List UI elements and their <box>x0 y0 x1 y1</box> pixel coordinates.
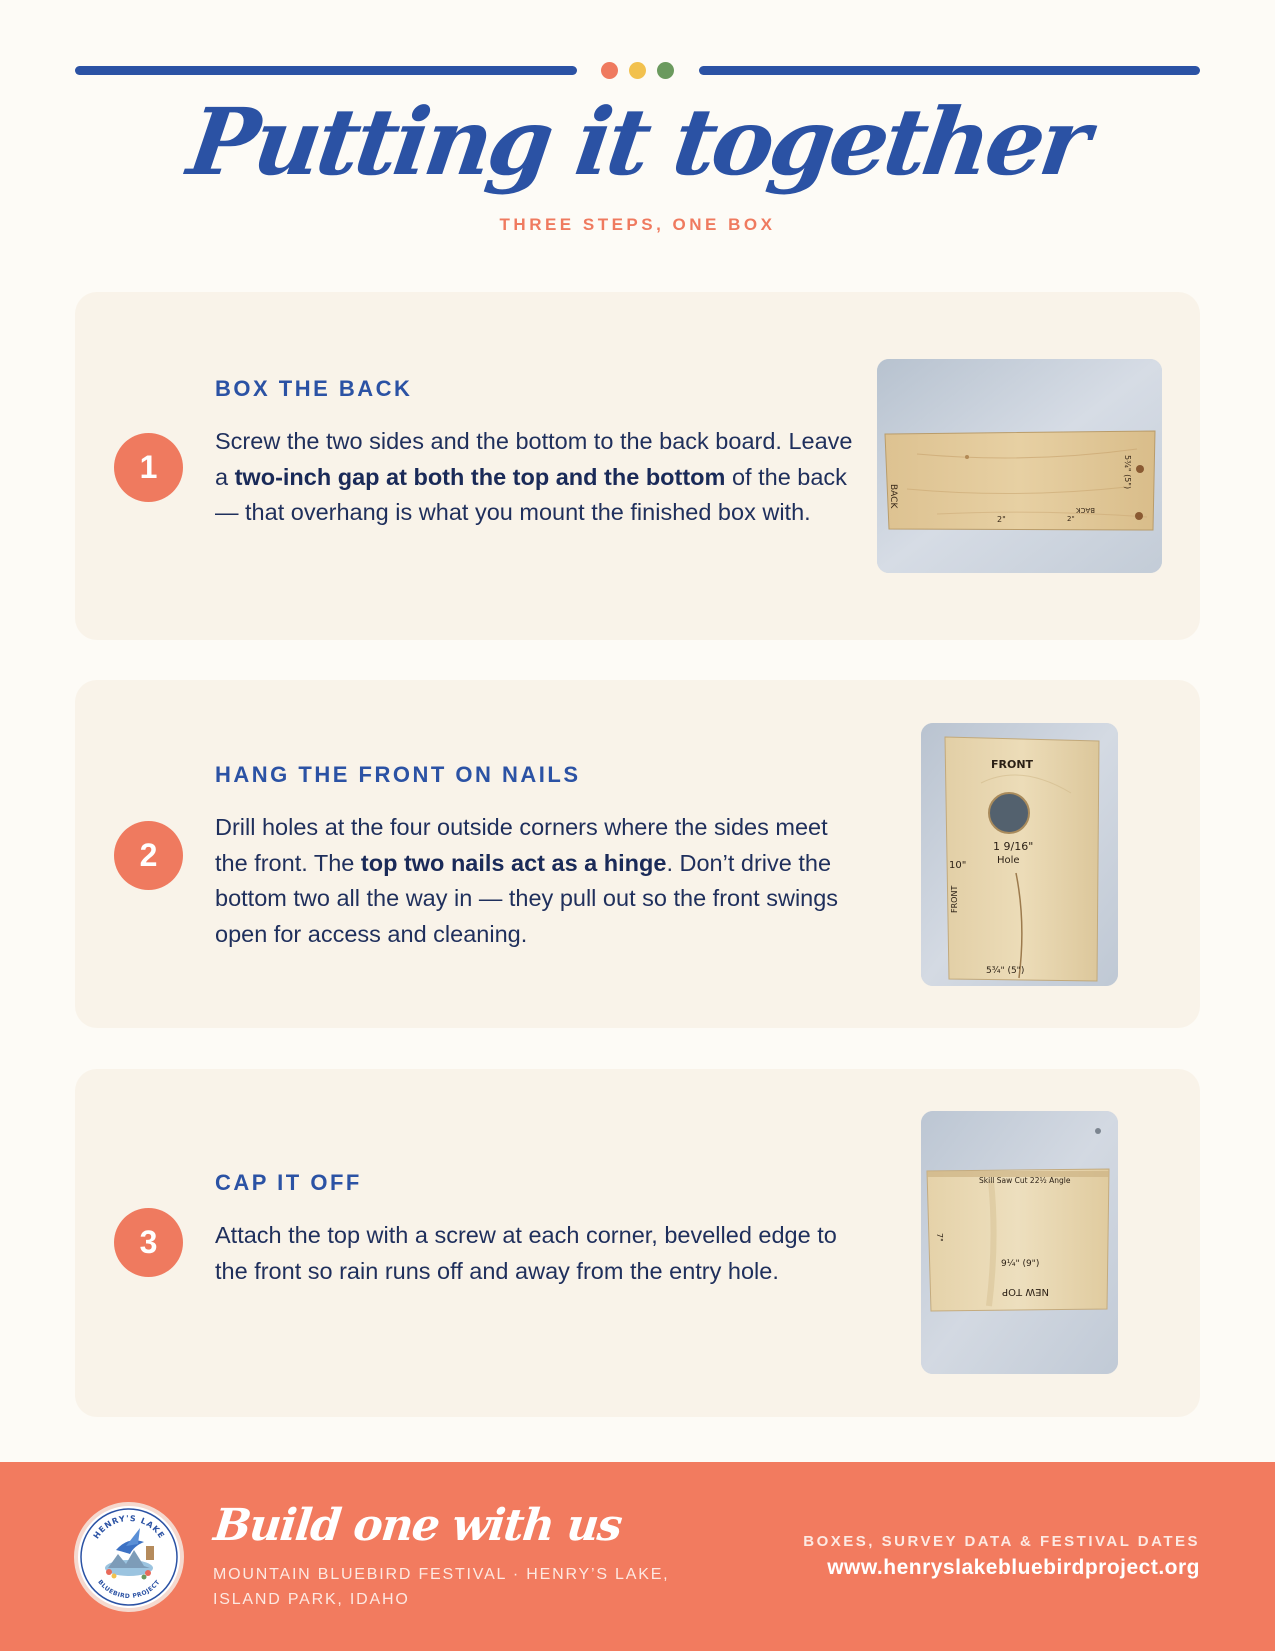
front-board-photo <box>921 723 1118 986</box>
step-body-emphasis: two-inch gap at both the top and the bottom <box>234 463 726 490</box>
bluebird-logo <box>74 1502 184 1612</box>
step-card-2 <box>75 680 1200 1028</box>
board-mark-text: 10" <box>949 860 967 871</box>
step-text <box>215 762 855 952</box>
wood-board-photo-icon <box>877 359 1162 573</box>
step-number-badge: 2 <box>114 821 183 890</box>
page-subtitle: THREE STEPS, ONE BOX <box>499 215 776 234</box>
step-body-emphasis: top two nails act as a hinge <box>360 849 667 876</box>
footer-location: MOUNTAIN BLUEBIRD FESTIVAL · HENRY’S LAKE, ISLAND PARK, IDAHO <box>213 1566 670 1608</box>
step-body: Drill holes at the four outside corners where the sides meet the front. The top two nails act as a hinge. Don’t drive the bottom two all the way in — they pull out so the front swings open for access and cleaning. <box>215 814 839 947</box>
footer-website-link[interactable]: www.henryslakebluebirdproject.org <box>827 1556 1200 1579</box>
board-mark-text: 9¼" (9") <box>1001 1259 1040 1269</box>
header-dot-coral <box>601 62 618 79</box>
board-mark-text: FRONT <box>991 758 1034 771</box>
header-dot-green <box>657 62 674 79</box>
step-text <box>215 376 855 531</box>
board-mark-text: Hole <box>997 855 1020 866</box>
header-rule-right <box>699 66 1200 75</box>
footer-tagline: Build one with us <box>211 1500 624 1551</box>
board-mark-text: 5¾" (5") <box>1123 455 1132 490</box>
back-board-photo <box>877 359 1162 573</box>
step-number-badge: 3 <box>114 1208 183 1277</box>
wood-board-photo-icon <box>921 723 1118 986</box>
top-board-photo <box>921 1111 1118 1374</box>
board-mark-text: 2" <box>997 515 1006 524</box>
page-title: Putting it together <box>182 88 1094 196</box>
board-mark-text: NEW TOP <box>1002 1286 1049 1297</box>
step-number-badge: 1 <box>114 433 183 502</box>
header-dot-yellow <box>629 62 646 79</box>
board-mark-text: BACK <box>888 484 898 509</box>
step-heading: BOX THE BACK <box>215 376 413 401</box>
step-body: Screw the two sides and the bottom to the back board. Leave a two-inch gap at both the top and the bottom of the back — that overhang is what you mount the finished box with. <box>215 428 853 525</box>
step-card-1 <box>75 292 1200 640</box>
header-rule-left <box>75 66 577 75</box>
board-mark-text: FRONT <box>950 885 959 913</box>
step-card-3 <box>75 1069 1200 1417</box>
board-mark-text: 1 9/16" <box>993 840 1034 853</box>
step-heading: HANG THE FRONT ON NAILS <box>215 762 581 787</box>
footer-banner <box>0 1462 1275 1651</box>
board-mark-text: 2" <box>1067 515 1075 523</box>
board-mark-text: 7" <box>935 1233 944 1242</box>
bluebird-logo-icon <box>78 1506 180 1608</box>
wood-board-photo-icon <box>921 1111 1118 1374</box>
logo-bottom-text: BLUEBIRD PROJECT <box>96 1578 162 1601</box>
board-mark-text: 5¾" (5") <box>986 966 1025 976</box>
step-text <box>215 1170 855 1289</box>
logo-top-text: HENRY'S LAKE <box>91 1513 167 1541</box>
step-body: Attach the top with a screw at each corner, bevelled edge to the front so rain runs off and away from the entry hole. <box>215 1222 837 1284</box>
board-mark-text: Skill Saw Cut 22½ Angle <box>979 1176 1071 1185</box>
footer-resources-label: BOXES, SURVEY DATA & FESTIVAL DATES <box>803 1533 1200 1550</box>
board-mark-text: BACK <box>1076 506 1095 514</box>
step-heading: CAP IT OFF <box>215 1170 362 1195</box>
